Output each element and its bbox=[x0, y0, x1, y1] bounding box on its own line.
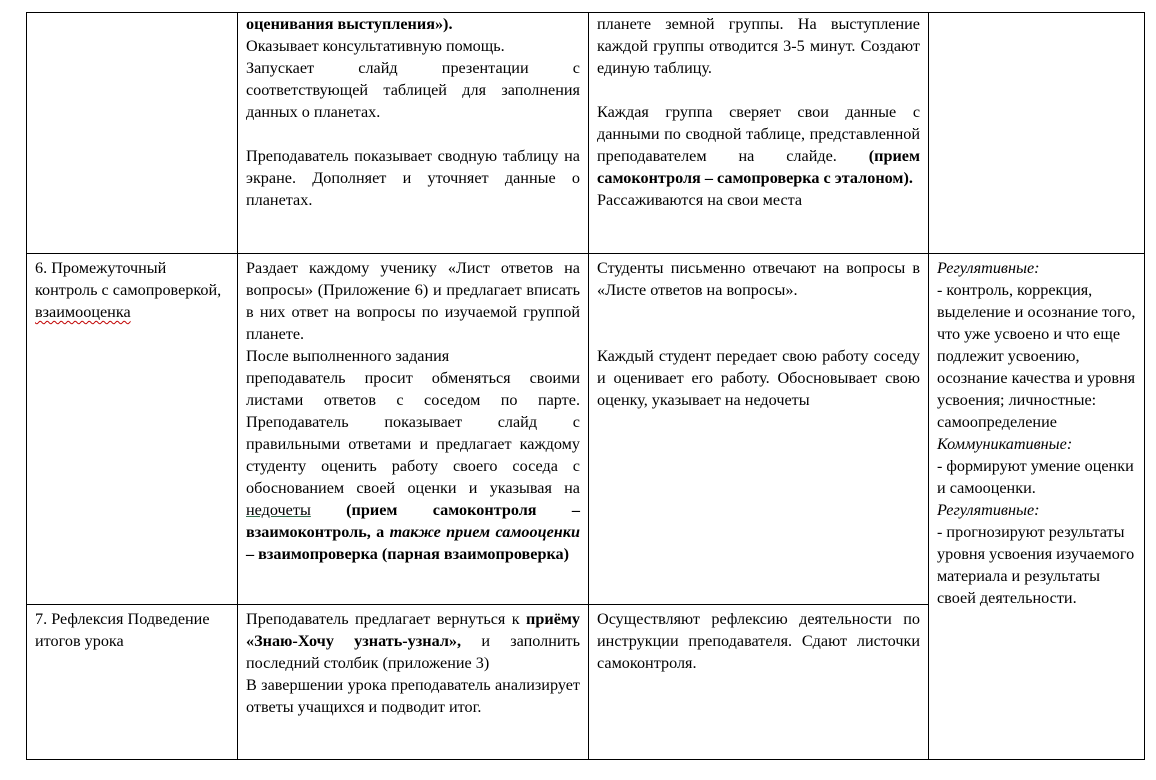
underlined-word: недочеты bbox=[246, 501, 311, 519]
student-activity-cell bbox=[589, 254, 929, 605]
stage-cell-empty bbox=[27, 13, 238, 254]
student-paragraph: Студенты письменно отвечают на вопросы в «Листе ответов на вопросы». bbox=[597, 259, 920, 299]
lesson-plan-table bbox=[26, 12, 1145, 760]
teacher-paragraph: Запускает слайд презентации с соответствующей таблицей для заполнения данных о планетах. bbox=[246, 59, 580, 121]
uud-heading: Регулятивные: bbox=[937, 259, 1040, 277]
teacher-paragraph: В завершении урока преподаватель анализирует ответы учащихся и подводит итог. bbox=[246, 676, 580, 716]
teacher-activity-cell bbox=[238, 13, 589, 254]
teacher-paragraph: Раздает каждому ученику «Лист ответов на вопросы» (Приложение 6) и предлагает вписать в них ответ на вопросы по изучаемой группой планете. bbox=[246, 259, 580, 343]
student-paragraph: Осуществляют рефлексию деятельности по инструкции преподавателя. Сдают листочки самоконтроля. bbox=[597, 610, 920, 672]
teacher-line: После выполненного задания bbox=[246, 347, 450, 365]
teacher-activity-cell bbox=[238, 605, 589, 760]
teacher-activity-cell bbox=[238, 254, 589, 605]
student-paragraph: планете земной группы. На выступление каждой группы отводится 3-5 минут. Создают единую таблицу. bbox=[597, 15, 920, 77]
student-activity-cell bbox=[589, 605, 929, 760]
student-paragraph: Каждая группа сверяет свои данные с данными по сводной таблице, представленной преподавателем на слайде. (прием самоконтроля – самопроверка с эталоном). bbox=[597, 103, 921, 187]
student-paragraph: Каждый студент передает свою работу соседу и оценивает его работу. Обосновывает свою оценку, указывает на недочеты bbox=[597, 347, 920, 409]
table-row-stage-6 bbox=[27, 254, 1145, 605]
teacher-paragraph: Преподаватель показывает сводную таблицу на экране. Дополняет и уточняет данные о планетах. bbox=[246, 147, 580, 209]
method-note-italic: также прием самооценки bbox=[389, 523, 580, 541]
bold-continuation: оценивания выступления»). bbox=[246, 15, 453, 33]
method-note: – взаимопроверка (парная взаимопроверка) bbox=[246, 545, 570, 563]
uud-text: - прогнозируют результаты уровня усвоения изучаемого материала и результаты своей деятельности. bbox=[937, 523, 1135, 607]
method-note: (прием самоконтроля – самопроверка с эталоном). bbox=[597, 147, 921, 187]
stage-cell bbox=[27, 254, 238, 605]
student-paragraph: Рассаживаются на свои места bbox=[597, 191, 803, 209]
uud-text: - контроль, коррекция, выделение и осознание того, что уже усвоено и что еще подлежит усвоению, осознание качества и уровня усвоения; личностные: самоопределение bbox=[937, 281, 1136, 431]
uud-cell bbox=[929, 254, 1145, 760]
teacher-paragraph: Преподаватель предлагает вернуться к приёму «Знаю-Хочу узнать-узнал», и заполнить последний столбик (приложение 3) bbox=[246, 610, 581, 672]
stage-title: 7. Рефлексия Подведение итогов урока bbox=[35, 610, 210, 650]
teacher-paragraph: Оказывает консультативную помощь. bbox=[246, 37, 505, 55]
uud-text: - формируют умение оценки и самооценки. bbox=[937, 457, 1134, 497]
table-row-continuation bbox=[27, 13, 1145, 254]
stage-title-spellcheck: взаимооценка bbox=[35, 303, 131, 321]
teacher-paragraph: преподаватель просит обменяться своими листами ответов с соседом по парте. Преподаватель показывает слайд с правильными ответами и предлагает каждому студенту оценить работу своего соседа с обоснованием своей оценки и указывая на недочеты (прием самоконтроля – взаимоконтроль, а также прием самооценки – взаимопроверка (парная взаимопроверка) bbox=[246, 369, 580, 563]
student-activity-cell bbox=[589, 13, 929, 254]
uud-heading: Коммуникативные: bbox=[937, 435, 1073, 453]
uud-cell-empty bbox=[929, 13, 1145, 254]
stage-title: 6. Промежуточный контроль с самопроверкой, bbox=[35, 259, 222, 299]
method-note: (прием самоконтроля – взаимоконтроль, а bbox=[246, 501, 580, 541]
uud-heading: Регулятивные: bbox=[937, 501, 1040, 519]
method-note: приёму «Знаю-Хочу узнать-узнал», bbox=[246, 610, 580, 650]
stage-cell bbox=[27, 605, 238, 760]
